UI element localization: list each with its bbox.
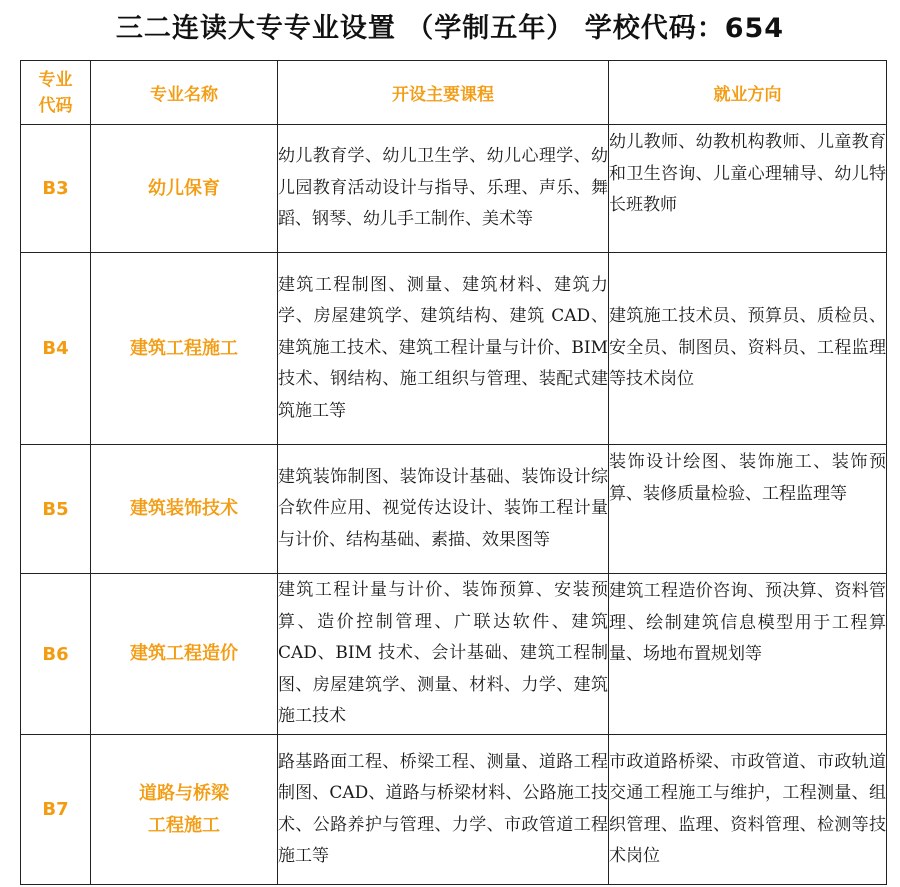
major-code: B7 [21, 735, 91, 885]
table-row [21, 445, 887, 574]
table-row [21, 125, 887, 253]
table-row [21, 735, 887, 885]
major-name-line2: 工程施工 [148, 814, 220, 836]
majors-table [20, 60, 887, 885]
major-courses: 建筑装饰制图、装饰设计基础、装饰设计综合软件应用、视觉传达设计、装饰工程计量与计价、结构基础、素描、效果图等 [278, 445, 609, 574]
table-row [21, 574, 887, 735]
major-name [91, 125, 278, 253]
major-name-line1: 建筑工程造价 [130, 643, 238, 664]
header-code-line2: 代码 [38, 95, 73, 116]
major-jobs: 建筑工程造价咨询、预决算、资料管理、绘制建筑信息模型用于工程算量、场地布置规划等 [609, 574, 887, 735]
header-name: 专业名称 [91, 61, 278, 125]
page-title: 三二连读大专专业设置 （学制五年） 学校代码：654 [115, 13, 785, 44]
header-jobs: 就业方向 [609, 61, 887, 125]
major-name-line1: 建筑工程施工 [130, 337, 238, 359]
major-jobs: 装饰设计绘图、装饰施工、装饰预算、装修质量检验、工程监理等 [609, 445, 887, 574]
major-name-line1: 建筑装饰技术 [130, 498, 238, 519]
header-row [21, 61, 887, 125]
major-code: B5 [21, 445, 91, 574]
table-row [21, 253, 887, 445]
major-name [91, 574, 278, 735]
major-jobs: 市政道路桥梁、市政管道、市政轨道交通工程施工与维护，工程测量、组织管理、监理、资料管理、检测等技术岗位 [609, 735, 887, 885]
major-courses: 建筑工程制图、测量、建筑材料、建筑力学、房屋建筑学、建筑结构、建筑 CAD、建筑施工技术、建筑工程计量与计价、BIM 技术、钢结构、施工组织与管理、装配式建筑施工等 [278, 253, 609, 445]
major-code: B6 [21, 574, 91, 735]
header-courses: 开设主要课程 [278, 61, 609, 125]
header-code-line1: 专业 [38, 69, 73, 90]
major-code: B4 [21, 253, 91, 445]
major-name-line1: 道路与桥梁 [139, 782, 229, 804]
major-name [91, 253, 278, 445]
major-courses: 路基路面工程、桥梁工程、测量、道路工程制图、CAD、道路与桥梁材料、公路施工技术、公路养护与管理、力学、市政管道工程施工等 [278, 735, 609, 885]
major-name [91, 735, 278, 885]
major-jobs: 幼儿教师、幼教机构教师、儿童教育和卫生咨询、儿童心理辅导、幼儿特长班教师 [609, 125, 887, 253]
major-name [91, 445, 278, 574]
major-courses: 幼儿教育学、幼儿卫生学、幼儿心理学、幼儿园教育活动设计与指导、乐理、声乐、舞蹈、钢琴、幼儿手工制作、美术等 [278, 125, 609, 253]
header-code [21, 61, 91, 125]
major-jobs: 建筑施工技术员、预算员、质检员、安全员、制图员、资料员、工程监理等技术岗位 [609, 253, 887, 445]
major-code: B3 [21, 125, 91, 253]
major-courses: 建筑工程计量与计价、装饰预算、安装预算、造价控制管理、广联达软件、建筑 CAD、BIM 技术、会计基础、建筑工程制图、房屋建筑学、测量、材料、力学、建筑施工技术 [278, 574, 609, 735]
major-name-line1: 幼儿保育 [148, 177, 220, 199]
